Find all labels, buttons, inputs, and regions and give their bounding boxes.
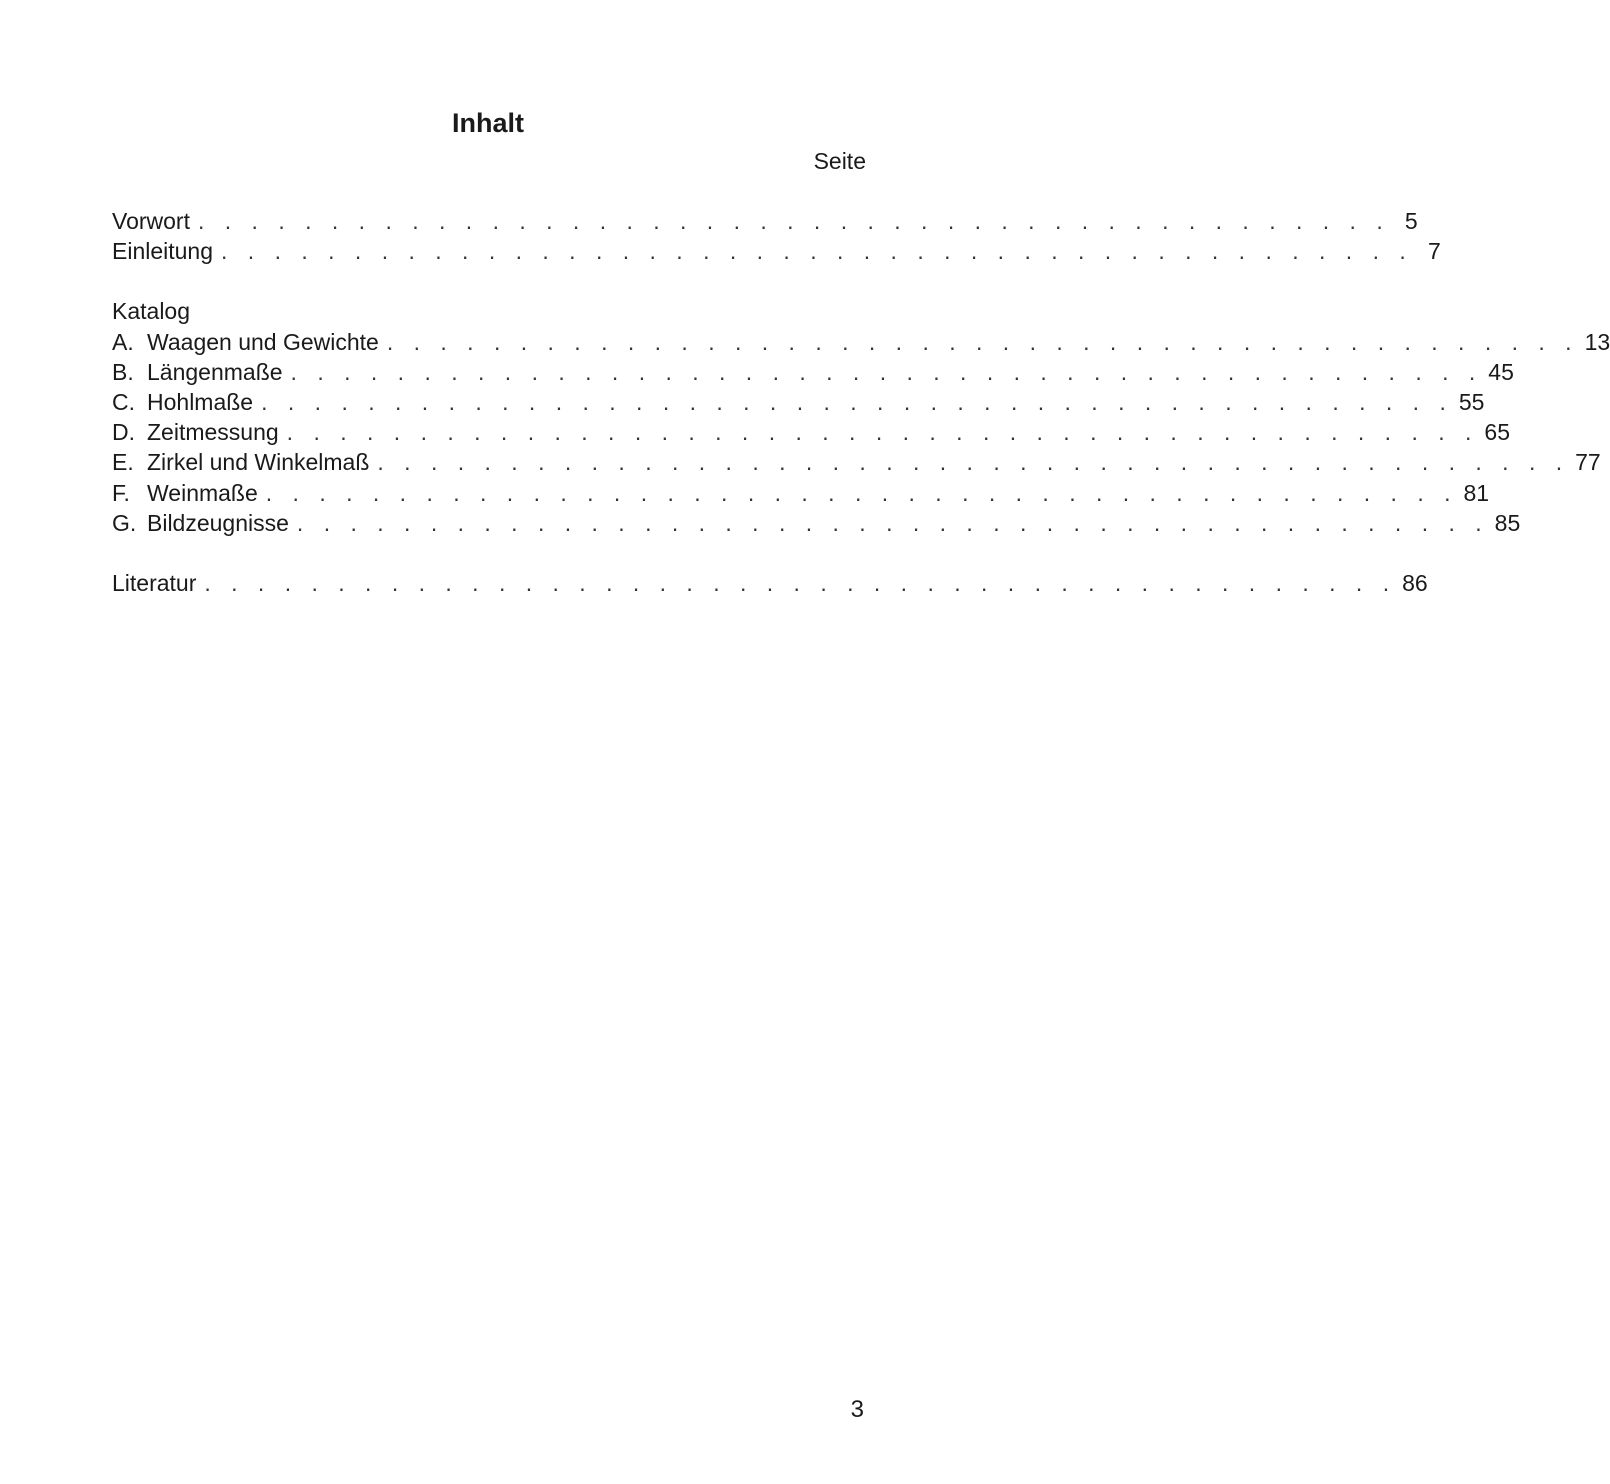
toc-entry-label [112, 478, 258, 508]
section-letter: G. [112, 509, 137, 536]
toc-entry-catalog-e[interactable] [112, 447, 1601, 477]
toc-entry-label [112, 508, 289, 538]
section-letter: E. [112, 449, 134, 476]
toc-entry-label [112, 447, 369, 477]
toc-entry-page: 77 [1575, 449, 1601, 476]
dot-leader: . . . . . . . . . . . . . . . . . . . . . . . . . . . . . . . . . . . . . . . . . . . . . [221, 238, 1413, 265]
toc-entry-catalog-g[interactable] [112, 508, 1521, 538]
toc-entry-page: 55 [1458, 388, 1485, 415]
toc-entry-catalog-b[interactable] [112, 357, 1514, 387]
toc-entry-catalog-d[interactable] [112, 417, 1510, 447]
dot-leader: . . . . . . . . . . . . . . . . . . . . . . . . . . . . . . . . . . . . . . . . . . . . . [286, 419, 1479, 446]
toc-entry-vorwort[interactable] [112, 206, 1418, 236]
dot-leader: . . . . . . . . . . . . . . . . . . . . . . . . . . . . . . . . . . . . . . . . . . . . . [296, 509, 1489, 536]
section-letter: F. [112, 479, 130, 506]
footer-page-number: 3 [850, 1396, 864, 1423]
toc-entry-label [112, 417, 279, 447]
section-title: Hohlmaße [147, 388, 254, 415]
toc-entry-label [112, 357, 283, 387]
dot-leader: . . . . . . . . . . . . . . . . . . . . . . . . . . . . . . . . . . . . . . . . . . . . . [377, 449, 1570, 476]
section-gap [112, 266, 867, 296]
toc-entry-label [112, 387, 253, 417]
toc-entry-label: Literatur [112, 569, 197, 596]
section-title: Zeitmessung [147, 419, 279, 446]
toc-entry-page: 65 [1484, 419, 1510, 446]
toc-entry-page: 85 [1494, 509, 1521, 536]
toc-entry-page: 86 [1402, 569, 1428, 596]
toc-entry-page: 81 [1463, 479, 1490, 506]
toc-entry-label: Vorwort [112, 208, 190, 234]
section-title: Längenmaße [147, 358, 283, 385]
toc-entry-catalog-f[interactable] [112, 478, 1490, 508]
toc-entry-label: Einleitung [112, 238, 214, 265]
catalog-heading: Katalog [112, 298, 191, 325]
toc-entry-label [112, 327, 379, 357]
section-letter: C. [112, 388, 135, 415]
section-letter: A. [112, 328, 134, 355]
dot-leader: . . . . . . . . . . . . . . . . . . . . . . . . . . . . . . . . . . . . . . . . . . . . . [204, 569, 1397, 596]
table-of-contents [112, 206, 1610, 598]
toc-entry-page: 5 [1404, 208, 1418, 234]
page-title: Inhalt [452, 108, 524, 138]
section-gap [112, 538, 867, 568]
toc-entry-page: 45 [1488, 358, 1514, 385]
section-letter: B. [112, 358, 134, 385]
section-letter: D. [112, 419, 135, 446]
toc-entry-page: 7 [1427, 238, 1441, 265]
toc-entry-literatur[interactable] [112, 568, 1428, 598]
dot-leader: . . . . . . . . . . . . . . . . . . . . . . . . . . . . . . . . . . . . . . . . . . . . . [261, 388, 1453, 415]
toc-entry-page: 13 [1584, 328, 1610, 355]
dot-leader: . . . . . . . . . . . . . . . . . . . . . . . . . . . . . . . . . . . . . . . . . . . . . [197, 208, 1390, 234]
page-column-header: Seite [813, 148, 866, 174]
toc-entry-einleitung[interactable] [112, 236, 1441, 266]
section-title: Bildzeugnisse [147, 509, 289, 536]
section-title: Zirkel und Winkelmaß [147, 449, 370, 476]
section-title: Waagen und Gewichte [147, 328, 379, 355]
toc-entry-catalog-a[interactable] [112, 327, 1610, 357]
dot-leader: . . . . . . . . . . . . . . . . . . . . . . . . . . . . . . . . . . . . . . . . . . . . . [386, 328, 1579, 355]
section-title: Weinmaße [147, 479, 258, 506]
catalog-heading-row [112, 296, 867, 326]
dot-leader: . . . . . . . . . . . . . . . . . . . . . . . . . . . . . . . . . . . . . . . . . . . . . [265, 479, 1458, 506]
dot-leader: . . . . . . . . . . . . . . . . . . . . . . . . . . . . . . . . . . . . . . . . . . . . . [290, 358, 1483, 385]
toc-entry-catalog-c[interactable] [112, 387, 1485, 417]
